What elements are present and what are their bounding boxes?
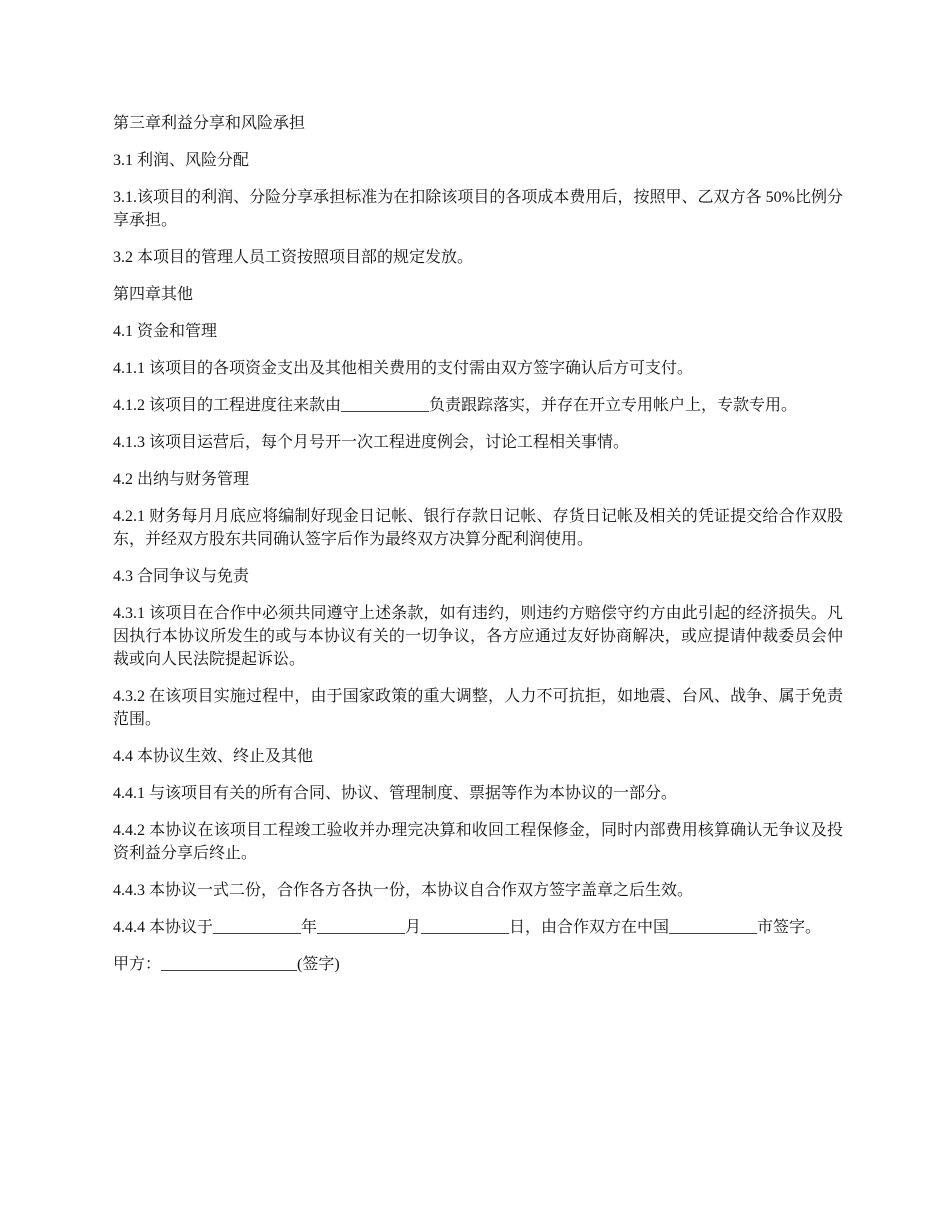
chapter-4-heading: 第四章其他 (113, 286, 194, 303)
document-body (113, 112, 843, 976)
section-4-4-heading: 4.4 本协议生效、终止及其他 (113, 748, 314, 765)
clause-4-1-3: 4.1.3 该项目运营后，每个月号开一次工程进度例会，讨论工程相关事情。 (113, 434, 630, 451)
clause-4-2-1: 4.2.1 财务每月月底应将编制好现金日记帐、银行存款日记帐、存货日记帐及相关的凭证提交给合作双股东，并经双方股东共同确认签字后作为最终双方决算分配利润使用。 (113, 508, 843, 548)
section-3-1-heading: 3.1 利润、风险分配 (113, 152, 250, 169)
section-4-3-heading: 4.3 合同争议与免责 (113, 568, 250, 585)
section-4-2-heading: 4.2 出纳与财务管理 (113, 471, 250, 488)
clause-4-4-2: 4.4.2 本协议在该项目工程竣工验收并办理完决算和收回工程保修金，同时内部费用核算确认无争议及投资利益分享后终止。 (113, 822, 843, 862)
chapter-3-heading: 第三章利益分享和风险承担 (113, 115, 306, 132)
clause-4-4-1: 4.4.1 与该项目有关的所有合同、协议、管理制度、票据等作为本协议的一部分。 (113, 785, 678, 802)
party-a-signature-line: 甲方：_________________(签字) (113, 956, 340, 973)
clause-4-4-3: 4.4.3 本协议一式二份，合作各方各执一份，本协议自合作双方签字盖章之后生效。 (113, 882, 694, 899)
clause-4-3-2: 4.3.2 在该项目实施过程中，由于国家政策的重大调整，人力不可抗拒，如地震、台风、战争、属于免责范围。 (113, 688, 843, 728)
clause-3-1-profit-sharing: 3.1.该项目的利润、分险分享承担标准为在扣除该项目的各项成本费用后，按照甲、乙双方各 50%比例分享承担。 (113, 189, 843, 229)
section-4-1-heading: 4.1 资金和管理 (113, 323, 218, 340)
clause-4-4-4: 4.4.4 本协议于___________年___________月___________日，由合作双方在中国___________市签字。 (113, 919, 822, 936)
clause-3-2-salary: 3.2 本项目的管理人员工资按照项目部的规定发放。 (113, 249, 474, 266)
clause-4-1-1: 4.1.1 该项目的各项资金支出及其他相关费用的支付需由双方签字确认后方可支付。 (113, 360, 694, 377)
clause-4-3-1: 4.3.1 该项目在合作中必须共同遵守上述条款，如有违约，则违约方赔偿守约方由此引起的经济损失。凡因执行本协议所发生的或与本协议有关的一切争议，各方应通过友好协商解决，或应提请仲裁委员会仲裁或向人民法院提起诉讼。 (113, 605, 843, 668)
clause-4-1-2: 4.1.2 该项目的工程进度往来款由___________负责跟踪落实，并存在开立专用帐户上，专款专用。 (113, 397, 798, 414)
